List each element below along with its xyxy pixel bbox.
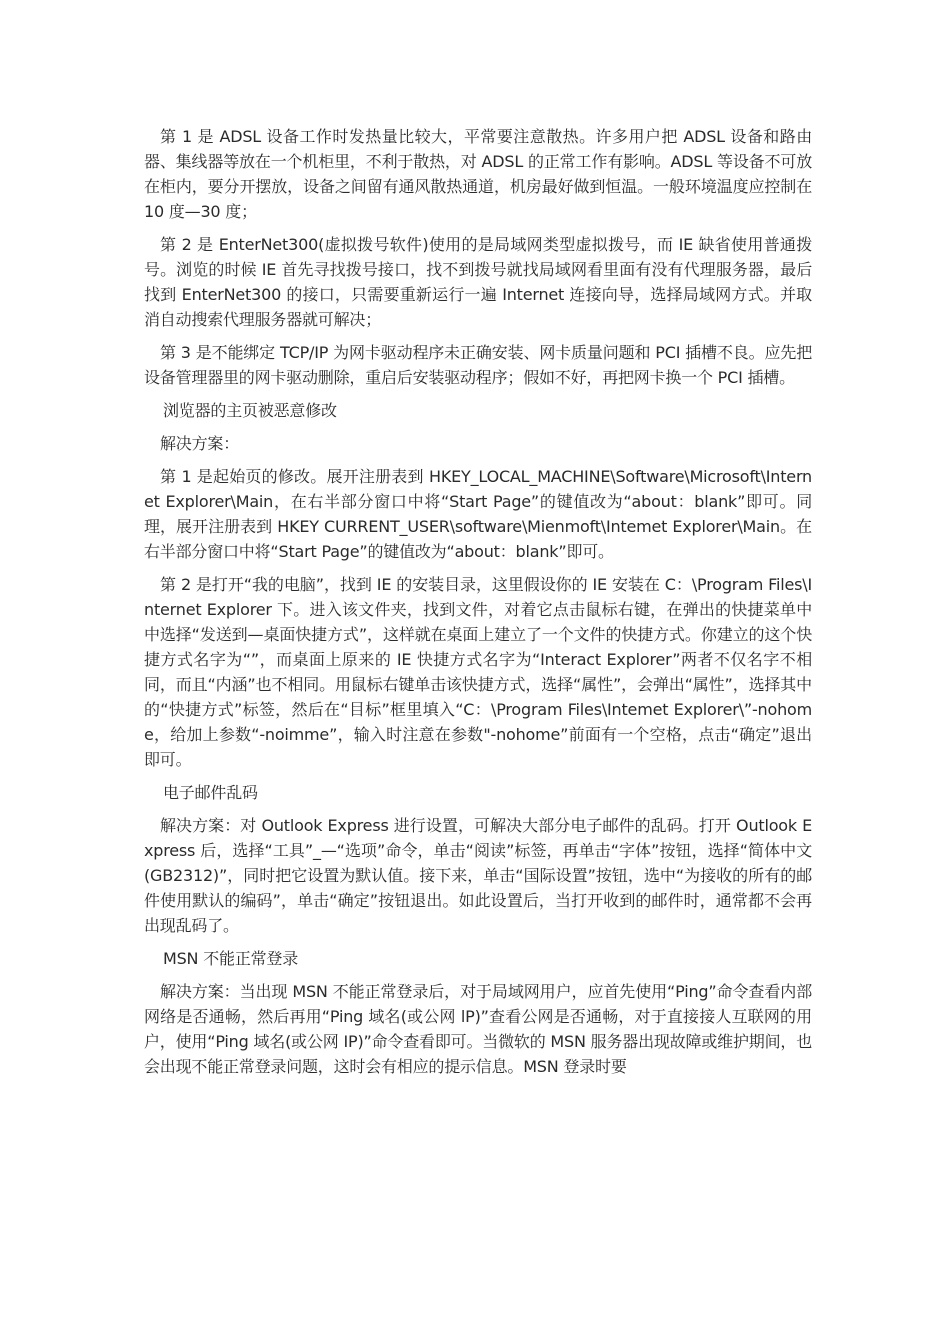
solution-label: 解决方案： [160,434,240,453]
section-heading-email-garbled: 电子邮件乱码 [163,783,258,802]
paragraph-enternet300: 第 2 是 EnterNet300(虚拟拨号软件)使用的是局域网类型虚拟拨号，而 IE 缺省使用普通拨号。浏览的时候 IE 首先寻找拨号接口，找不到拨号就找局域网看里面有没有代理服务器，最后找到 EnterNet300 的接口，只需要重新运行一遍 Internet 连接向导，选择局域网方式。并取消自动搜索代理服务器就可解决； [144,235,812,329]
paragraph-adsl-heat: 第 1 是 ADSL 设备工作时发热量比较大，平常要注意散热。许多用户把 ADSL 设备和路由器、集线器等放在一个机柜里，不利于散热，对 ADSL 的正常工作有影响。ADSL 等设备不可放在柜内，要分开摆放，设备之间留有通风散热通道，机房最好做到恒温。一般环境温度应控制在 10 度—30 度； [144,127,812,221]
section-heading-browser-homepage: 浏览器的主页被恶意修改 [163,401,337,420]
paragraph-outlook-express: 解决方案：对 Outlook Express 进行设置，可解决大部分电子邮件的乱码。打开 Outlook Express 后，选择“工具”_—“选项”命令，单击“阅读”标签，再单击“字体”按钮，选择“简体中文(GB2312)”，同时把它设置为默认值。接下来，单击“国际设置”按钮，选中“为接收的所有的邮件使用默认的编码”，单击“确定”按钮退出。如此设置后，当打开收到的邮件时，通常都不会再出现乱码了。 [144,816,812,935]
paragraph-tcpip-binding: 第 3 是不能绑定 TCP/IP 为网卡驱动程序未正确安装、网卡质量问题和 PCI 插槽不良。应先把设备管理器里的网卡驱动删除，重启后安装驱动程序；假如不好，再把网卡换一个 PCI 插槽。 [144,343,812,387]
paragraph-ie-shortcut: 第 2 是打开“我的电脑”，找到 IE 的安装目录，这里假设你的 IE 安装在 C：\Program Files\Internet Explorer 下。进入该文件夹，找到文件，对着它点击鼠标右键，在弹出的快捷菜单中中选择“发送到—桌面快捷方式”，这样就在桌面上建立了一个文件的快捷方式。你建立的这个快捷方式名字为“”，而桌面上原来的 IE 快捷方式名字为“Interact Explorer”两者不仅名字不相同，而且“内涵”也不相同。用鼠标右键单击该快捷方式，选择“属性”，会弹出“属性”，选择其中的“快捷方式”标签，然后在“目标”框里填入“C：\Program Files\Intemet Explorer\”-nohome，给加上参数“-noimme”，输入时注意在参数"-nohome”前面有一个空格，点击“确定”退出即可。 [144,575,812,769]
document-page [144,124,812,1087]
section-heading-msn-login: MSN 不能正常登录 [163,949,299,968]
paragraph-msn-solution: 解决方案：当出现 MSN 不能正常登录后，对于局域网用户，应首先使用“Ping”命令查看内部网络是否通畅，然后再用“Ping 域名(或公网 lP)”查看公网是否通畅，对于直接接人互联网的用户，使用“Ping 域名(或公网 IP)”命令查看即可。当微软的 MSN 服务器出现故障或维护期间，也会出现不能正常登录问题，这时会有相应的提示信息。MSN 登录时要 [144,982,812,1076]
paragraph-start-page-registry: 第 1 是起始页的修改。展开注册表到 HKEY_LOCAL_MACHINE\Software\Microsoft\Internet Explorer\Main，在右半部分窗口中将“Start Page”的键值改为“about：blank”即可。同理，展开注册表到 HKEY CURRENT_USER\software\Mienmoft\Intemet Explorer\Main。在右半部分窗口中将“Start Page”的键值改为“about：blank”即可。 [144,467,812,561]
